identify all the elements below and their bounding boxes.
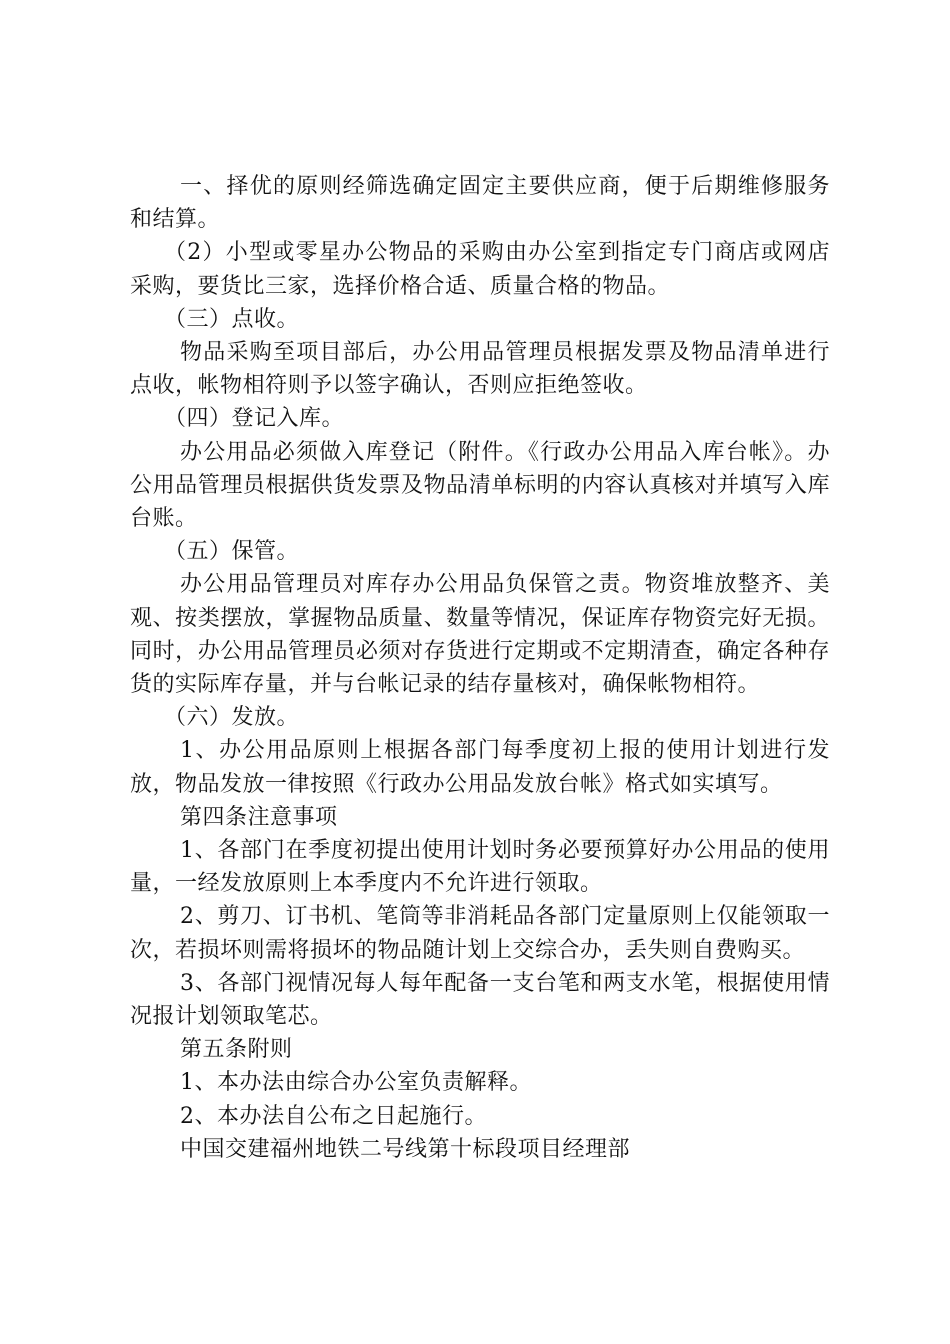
paragraph-registration: 办公用品必须做入库登记（附件。《行政办公用品入库台帐》。办公用品管理员根据供货发票及物品清单标明的内容认真核对并填写入库台账。 [130,439,830,532]
issuer-signature-line: 中国交建福州地铁二号线第十标段项目经理部 [180,1136,631,1162]
paragraph-small-purchase: （2）小型或零星办公物品的采购由办公室到指定专门商店或网店采购，要货比三家，选择价格合适、质量合格的物品。 [130,240,830,299]
paragraph-inspection: 物品采购至项目部后，办公用品管理员根据发票及物品清单进行点收，帐物相符则予以签字确认，否则应拒绝签收。 [130,340,830,399]
article-five-heading: 第五条附则 [180,1037,293,1063]
paragraph-supplementary-2: 2、本办法自公布之日起施行。 [180,1103,487,1129]
paragraph-notice-1: 1、各部门在季度初提出使用计划时务必要预算好办公用品的使用量，一经发放原则上本季度内不允许进行领取。 [130,838,830,897]
paragraph-notice-2: 2、剪刀、订书机、笔筒等非消耗品各部门定量原则上仅能领取一次，若损坏则需将损坏的物品随计划上交综合办，丢失则自费购买。 [130,904,830,963]
section-heading-inspection: （三）点收。 [164,306,300,332]
paragraph-distribution: 1、办公用品原则上根据各部门每季度初上报的使用计划进行发放，物品发放一律按照《行政办公用品发放台帐》格式如实填写。 [130,738,830,797]
section-heading-custody: （五）保管。 [164,539,300,565]
document-body [130,170,830,1166]
paragraph-supplementary-1: 1、本办法由综合办公室负责解释。 [180,1070,532,1096]
section-heading-distribution: （六）发放。 [164,705,300,731]
article-four-heading: 第四条注意事项 [180,804,338,830]
section-heading-registration: （四）登记入库。 [164,406,345,432]
paragraph-custody: 办公用品管理员对库存办公用品负保管之责。物资堆放整齐、美观、按类摆放，掌握物品质量、数量等情况，保证库存物资完好无损。同时，办公用品管理员必须对存货进行定期或不定期清查，确定各种存货的实际库存量，并与台帐记录的结存量核对，确保帐物相符。 [130,572,830,698]
paragraph-notice-3: 3、各部门视情况每人每年配备一支台笔和两支水笔，根据使用情况报计划领取笔芯。 [130,970,830,1030]
paragraph-supplier-principle: 一、择优的原则经筛选确定固定主要供应商，便于后期维修服务和结算。 [130,174,830,233]
